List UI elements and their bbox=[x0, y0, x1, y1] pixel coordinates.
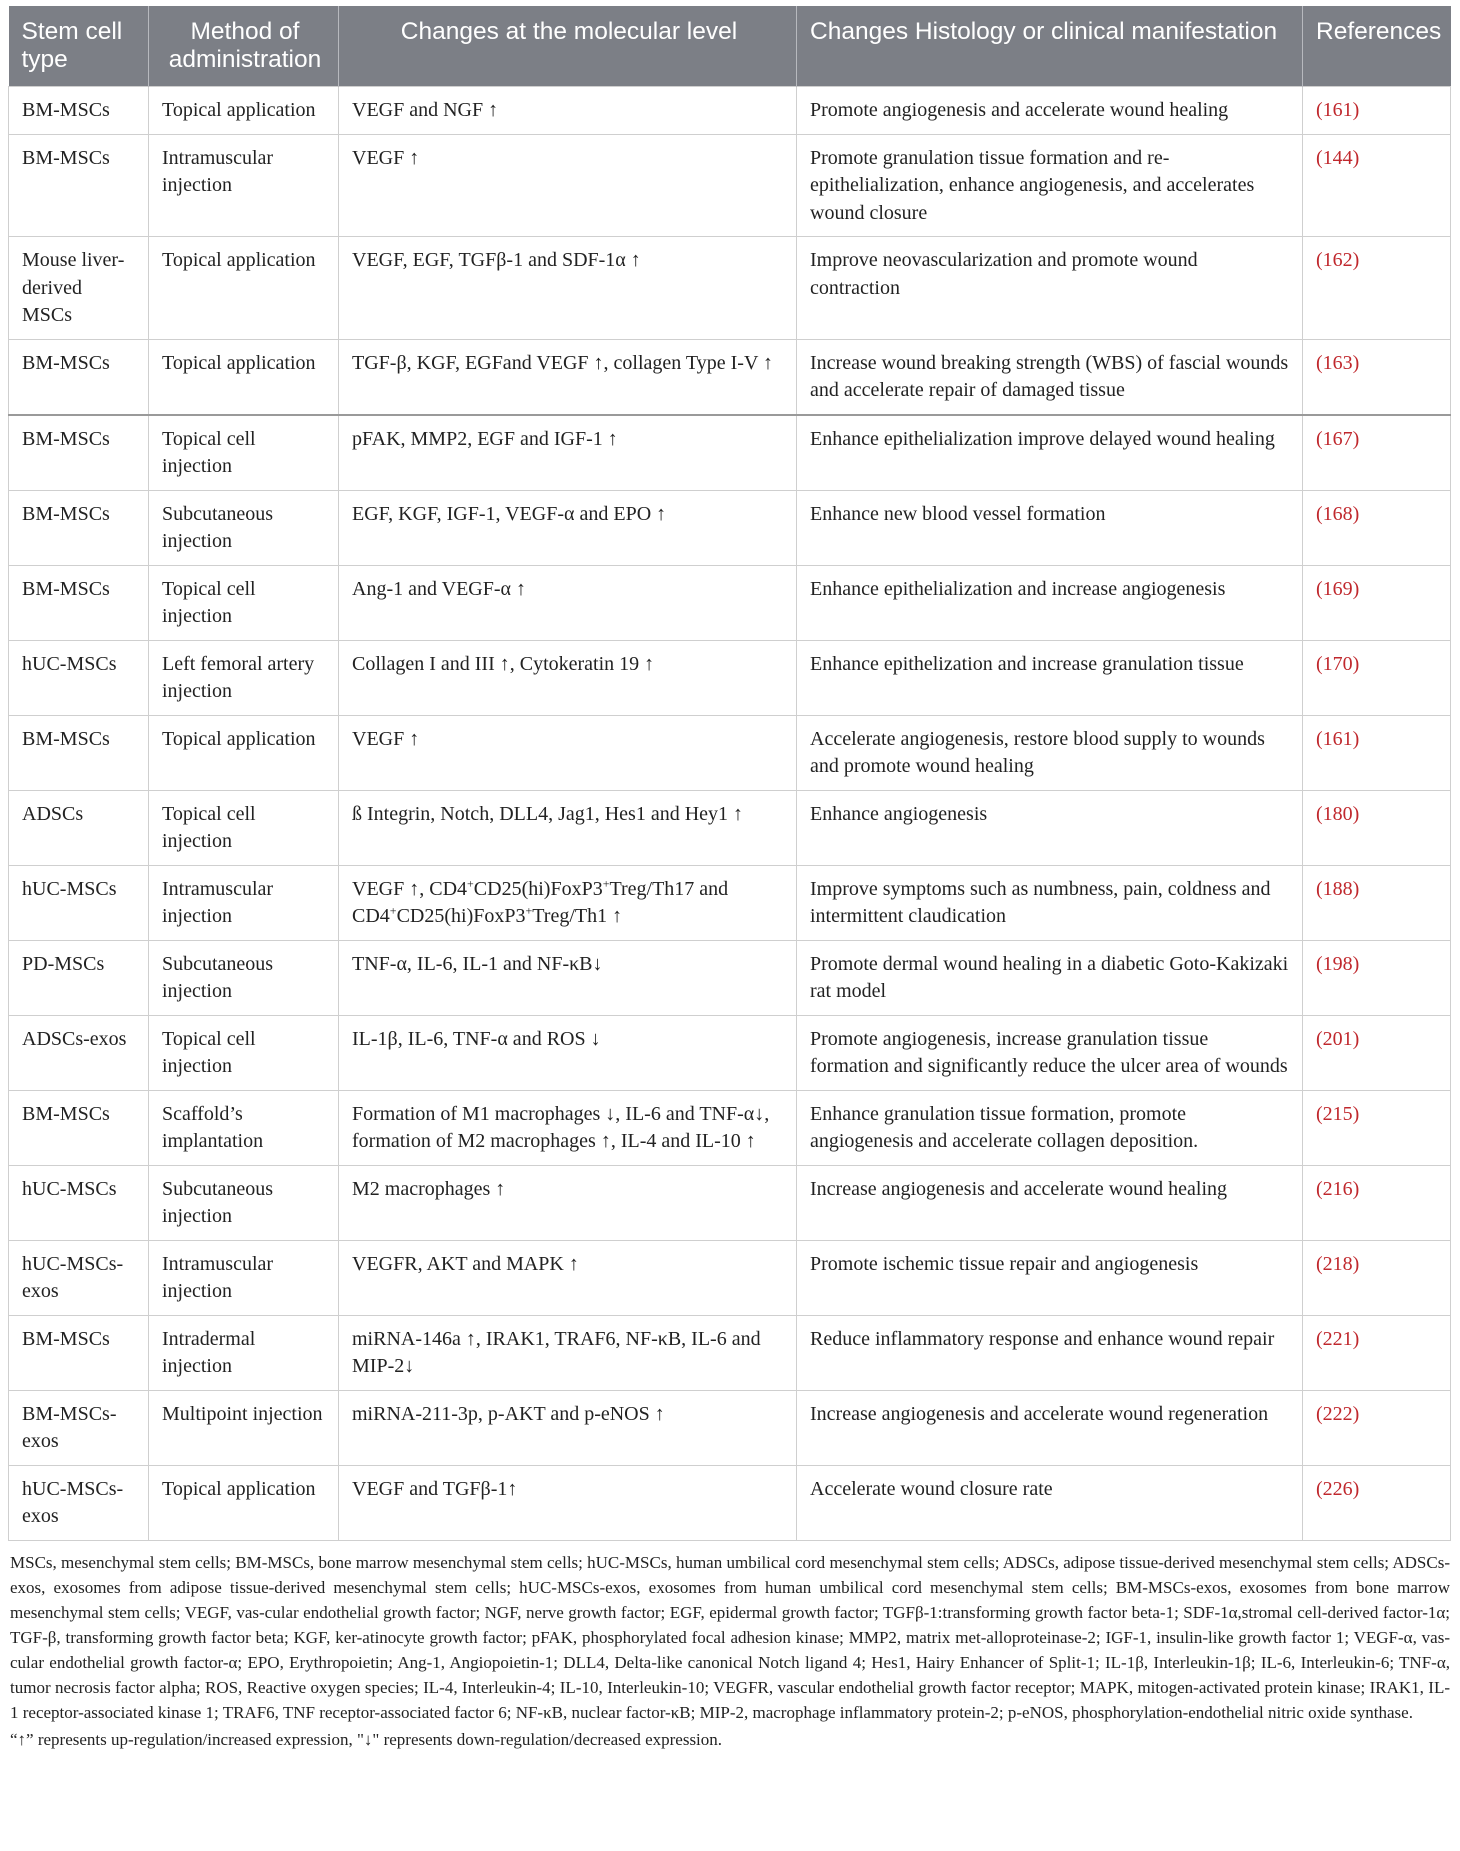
cell-molecular: VEGF ↑ bbox=[339, 134, 797, 237]
cell-molecular: IL-1β, IL-6, TNF-α and ROS ↓ bbox=[339, 1015, 797, 1090]
superscript-plus: + bbox=[525, 903, 533, 918]
cell-molecular: VEGFR, AKT and MAPK ↑ bbox=[339, 1240, 797, 1315]
cell-stem-cell-type: BM-MSCs bbox=[9, 715, 149, 790]
cell-stem-cell-type: Mouse liver-derived MSCs bbox=[9, 237, 149, 340]
cell-histology: Promote angiogenesis and accelerate wound healing bbox=[797, 87, 1303, 135]
cell-method: Topical cell injection bbox=[149, 415, 339, 491]
cell-molecular: Collagen I and III ↑, Cytokeratin 19 ↑ bbox=[339, 640, 797, 715]
cell-molecular: miRNA-211-3p, p-AKT and p-eNOS ↑ bbox=[339, 1390, 797, 1465]
reference-link[interactable]: (162) bbox=[1303, 237, 1451, 340]
cell-histology: Improve symptoms such as numbness, pain, coldness and intermittent claudication bbox=[797, 865, 1303, 940]
header-molecular-changes: Changes at the molecular level bbox=[339, 6, 797, 87]
reference-link[interactable]: (218) bbox=[1303, 1240, 1451, 1315]
cell-histology: Enhance epithelialization and increase angiogenesis bbox=[797, 565, 1303, 640]
cell-method: Intramuscular injection bbox=[149, 1240, 339, 1315]
cell-histology: Enhance new blood vessel formation bbox=[797, 490, 1303, 565]
cell-stem-cell-type: BM-MSCs bbox=[9, 1090, 149, 1165]
table-row bbox=[9, 339, 1451, 415]
cell-stem-cell-type: hUC-MSCs bbox=[9, 1165, 149, 1240]
cell-histology: Accelerate angiogenesis, restore blood supply to wounds and promote wound healing bbox=[797, 715, 1303, 790]
cell-molecular: VEGF ↑ bbox=[339, 715, 797, 790]
table-row bbox=[9, 1390, 1451, 1465]
cell-molecular: Ang-1 and VEGF-α ↑ bbox=[339, 565, 797, 640]
reference-link[interactable]: (167) bbox=[1303, 415, 1451, 491]
table-row bbox=[9, 415, 1451, 491]
cell-method: Left femoral artery injection bbox=[149, 640, 339, 715]
table-row bbox=[9, 1015, 1451, 1090]
table-row bbox=[9, 134, 1451, 237]
cell-molecular: VEGF, EGF, TGFβ-1 and SDF-1α ↑ bbox=[339, 237, 797, 340]
table-header bbox=[9, 6, 1451, 87]
header-stem-cell-type: Stem cell type bbox=[9, 6, 149, 87]
molecular-text: Treg/Th1 ↑ bbox=[532, 905, 623, 927]
cell-method: Topical application bbox=[149, 1465, 339, 1540]
cell-stem-cell-type: hUC-MSCs-exos bbox=[9, 1465, 149, 1540]
cell-method: Scaffold’s implantation bbox=[149, 1090, 339, 1165]
reference-link[interactable]: (168) bbox=[1303, 490, 1451, 565]
cell-stem-cell-type: hUC-MSCs bbox=[9, 640, 149, 715]
cell-method: Topical application bbox=[149, 87, 339, 135]
cell-histology: Increase angiogenesis and accelerate wound regeneration bbox=[797, 1390, 1303, 1465]
cell-method: Topical application bbox=[149, 237, 339, 340]
cell-molecular: VEGF and TGFβ-1↑ bbox=[339, 1465, 797, 1540]
cell-molecular: ß Integrin, Notch, DLL4, Jag1, Hes1 and Hey1 ↑ bbox=[339, 790, 797, 865]
header-method-of-administration: Method of administration bbox=[149, 6, 339, 87]
header-references: References bbox=[1303, 6, 1451, 87]
cell-histology: Improve neovascularization and promote wound contraction bbox=[797, 237, 1303, 340]
cell-stem-cell-type: PD-MSCs bbox=[9, 940, 149, 1015]
reference-link[interactable]: (180) bbox=[1303, 790, 1451, 865]
reference-link[interactable]: (161) bbox=[1303, 87, 1451, 135]
cell-histology: Promote angiogenesis, increase granulation tissue formation and significantly reduce the ulcer area of wounds bbox=[797, 1015, 1303, 1090]
reference-link[interactable]: (163) bbox=[1303, 339, 1451, 415]
cell-method: Intramuscular injection bbox=[149, 134, 339, 237]
cell-method: Multipoint injection bbox=[149, 1390, 339, 1465]
cell-stem-cell-type: BM-MSCs bbox=[9, 415, 149, 491]
cell-method: Subcutaneous injection bbox=[149, 1165, 339, 1240]
cell-method: Intradermal injection bbox=[149, 1315, 339, 1390]
cell-histology: Reduce inflammatory response and enhance wound repair bbox=[797, 1315, 1303, 1390]
cell-method: Topical cell injection bbox=[149, 1015, 339, 1090]
reference-link[interactable]: (215) bbox=[1303, 1090, 1451, 1165]
table-row bbox=[9, 790, 1451, 865]
cell-molecular: VEGF and NGF ↑ bbox=[339, 87, 797, 135]
superscript-plus: + bbox=[389, 903, 397, 918]
cell-method: Subcutaneous injection bbox=[149, 940, 339, 1015]
cell-histology: Enhance angiogenesis bbox=[797, 790, 1303, 865]
molecular-text: Treg/Th17 and CD4 bbox=[352, 877, 729, 927]
cell-stem-cell-type: BM-MSCs bbox=[9, 339, 149, 415]
stem-cell-table bbox=[8, 6, 1451, 1541]
cell-histology: Accelerate wound closure rate bbox=[797, 1465, 1303, 1540]
cell-molecular: TNF-α, IL-6, IL-1 and NF-κB↓ bbox=[339, 940, 797, 1015]
cell-histology: Promote ischemic tissue repair and angiogenesis bbox=[797, 1240, 1303, 1315]
superscript-plus: + bbox=[467, 875, 474, 890]
table-row bbox=[9, 940, 1451, 1015]
reference-link[interactable]: (216) bbox=[1303, 1165, 1451, 1240]
table-body bbox=[9, 87, 1451, 1541]
cell-stem-cell-type: BM-MSCs bbox=[9, 490, 149, 565]
reference-link[interactable]: (161) bbox=[1303, 715, 1451, 790]
table-row bbox=[9, 715, 1451, 790]
cell-histology: Promote granulation tissue formation and re-epithelialization, enhance angiogenesis, and accelerates wound closure bbox=[797, 134, 1303, 237]
cell-histology: Enhance epithelization and increase granulation tissue bbox=[797, 640, 1303, 715]
reference-link[interactable]: (198) bbox=[1303, 940, 1451, 1015]
reference-link[interactable]: (226) bbox=[1303, 1465, 1451, 1540]
reference-link[interactable]: (201) bbox=[1303, 1015, 1451, 1090]
table-row bbox=[9, 1315, 1451, 1390]
reference-link[interactable]: (169) bbox=[1303, 565, 1451, 640]
cell-histology: Enhance granulation tissue formation, promote angiogenesis and accelerate collagen deposition. bbox=[797, 1090, 1303, 1165]
cell-stem-cell-type: ADSCs bbox=[9, 790, 149, 865]
cell-molecular: TGF-β, KGF, EGFand VEGF ↑, collagen Type I-V ↑ bbox=[339, 339, 797, 415]
cell-histology: Increase wound breaking strength (WBS) of fascial wounds and accelerate repair of damaged tissue bbox=[797, 339, 1303, 415]
cell-molecular bbox=[339, 865, 797, 940]
cell-molecular: EGF, KGF, IGF-1, VEGF-α and EPO ↑ bbox=[339, 490, 797, 565]
cell-histology: Increase angiogenesis and accelerate wound healing bbox=[797, 1165, 1303, 1240]
cell-stem-cell-type: hUC-MSCs bbox=[9, 865, 149, 940]
table-row bbox=[9, 490, 1451, 565]
cell-stem-cell-type: BM-MSCs bbox=[9, 565, 149, 640]
cell-stem-cell-type: ADSCs-exos bbox=[9, 1015, 149, 1090]
cell-histology: Enhance epithelialization improve delayed wound healing bbox=[797, 415, 1303, 491]
table-row bbox=[9, 640, 1451, 715]
cell-method: Topical application bbox=[149, 339, 339, 415]
cell-stem-cell-type: BM-MSCs-exos bbox=[9, 1390, 149, 1465]
reference-link[interactable]: (222) bbox=[1303, 1390, 1451, 1465]
table-row bbox=[9, 1240, 1451, 1315]
molecular-text: CD25(hi)FoxP3 bbox=[473, 877, 603, 900]
cell-molecular: miRNA-146a ↑, IRAK1, TRAF6, NF-κB, IL-6 and MIP-2↓ bbox=[339, 1315, 797, 1390]
table-row bbox=[9, 1090, 1451, 1165]
cell-method: Subcutaneous injection bbox=[149, 490, 339, 565]
cell-histology: Promote dermal wound healing in a diabetic Goto-Kakizaki rat model bbox=[797, 940, 1303, 1015]
header-histology-changes: Changes Histology or clinical manifestation bbox=[797, 6, 1303, 87]
table-row bbox=[9, 237, 1451, 340]
cell-molecular: Formation of M1 macrophages ↓, IL-6 and TNF-α↓, formation of M2 macrophages ↑, IL-4 and IL-10 ↑ bbox=[339, 1090, 797, 1165]
table-row bbox=[9, 1165, 1451, 1240]
cell-stem-cell-type: BM-MSCs bbox=[9, 1315, 149, 1390]
reference-link[interactable]: (188) bbox=[1303, 865, 1451, 940]
table-row bbox=[9, 87, 1451, 135]
header-row bbox=[9, 6, 1451, 87]
reference-link[interactable]: (144) bbox=[1303, 134, 1451, 237]
cell-molecular: M2 macrophages ↑ bbox=[339, 1165, 797, 1240]
table-row bbox=[9, 865, 1451, 940]
arrow-legend-note: “↑” represents up-regulation/increased expression, "↓" represents down-regulation/decreased expression. bbox=[10, 1729, 723, 1749]
molecular-text: CD25(hi)FoxP3 bbox=[396, 905, 526, 927]
molecular-text: VEGF ↑, CD4 bbox=[352, 877, 468, 900]
cell-stem-cell-type: BM-MSCs bbox=[9, 134, 149, 237]
table-row bbox=[9, 1465, 1451, 1540]
reference-link[interactable]: (221) bbox=[1303, 1315, 1451, 1390]
cell-method: Intramuscular injection bbox=[149, 865, 339, 940]
table-container bbox=[8, 6, 1450, 1752]
cell-stem-cell-type: hUC-MSCs-exos bbox=[9, 1240, 149, 1315]
superscript-plus: + bbox=[602, 875, 610, 890]
cell-method: Topical cell injection bbox=[149, 565, 339, 640]
table-footnotes bbox=[8, 1550, 1450, 1752]
table-row bbox=[9, 565, 1451, 640]
cell-method: Topical cell injection bbox=[149, 790, 339, 865]
cell-stem-cell-type: BM-MSCs bbox=[9, 87, 149, 135]
cell-method: Topical application bbox=[149, 715, 339, 790]
reference-link[interactable]: (170) bbox=[1303, 640, 1451, 715]
cell-molecular: pFAK, MMP2, EGF and IGF-1 ↑ bbox=[339, 415, 797, 491]
abbreviations-note: MSCs, mesenchymal stem cells; BM-MSCs, bone marrow mesenchymal stem cells; hUC-MSCs, human umbilical cord mesenchymal stem cells; ADSCs, adipose tissue-derived mesenchymal stem cells; ADSCs-exos, exosomes from adipose tissue-derived mesenchymal stem cells; hUC-MSCs-exos, exosomes from human umbilical cord mesenchymal stem cells; BM-MSCs-exos, exosomes from bone marrow mesenchymal stem cells; VEGF, vas-cular endothelial growth factor; NGF, nerve growth factor; EGF, epidermal growth factor; TGFβ-1:transforming growth factor beta-1; SDF-1α,stromal cell-derived factor-1α; TGF-β, transforming growth factor beta; KGF, ker-atinocyte growth factor; pFAK, phosphorylated focal adhesion kinase; MMP2, matrix met-alloproteinase-2; IGF-1, insulin-like growth factor 1; VEGF-α, vas-cular endothelial growth factor-α; EPO, Erythropoietin; Ang-1, Angiopoietin-1; DLL4, Delta-like canonical Notch ligand 4; Hes1, Hairy Enhancer of Split-1; IL-1β, Interleukin-1β; IL-6, Interleukin-6; TNF-α, tumor necrosis factor alpha; ROS, Reactive oxygen species; IL-4, Interleukin-4; IL-10, Interleukin-10; VEGFR, vascular endothelial growth factor receptor; MAPK, mitogen-activated protein kinase; IRAK1, IL-1 receptor-associated kinase 1; TRAF6, TNF receptor-associated factor 6; NF-κB, nuclear factor-κB; MIP-2, macrophage inflammatory protein-2; p-eNOS, phosphorylation-endothelial nitric oxide synthase. bbox=[10, 1552, 1450, 1722]
